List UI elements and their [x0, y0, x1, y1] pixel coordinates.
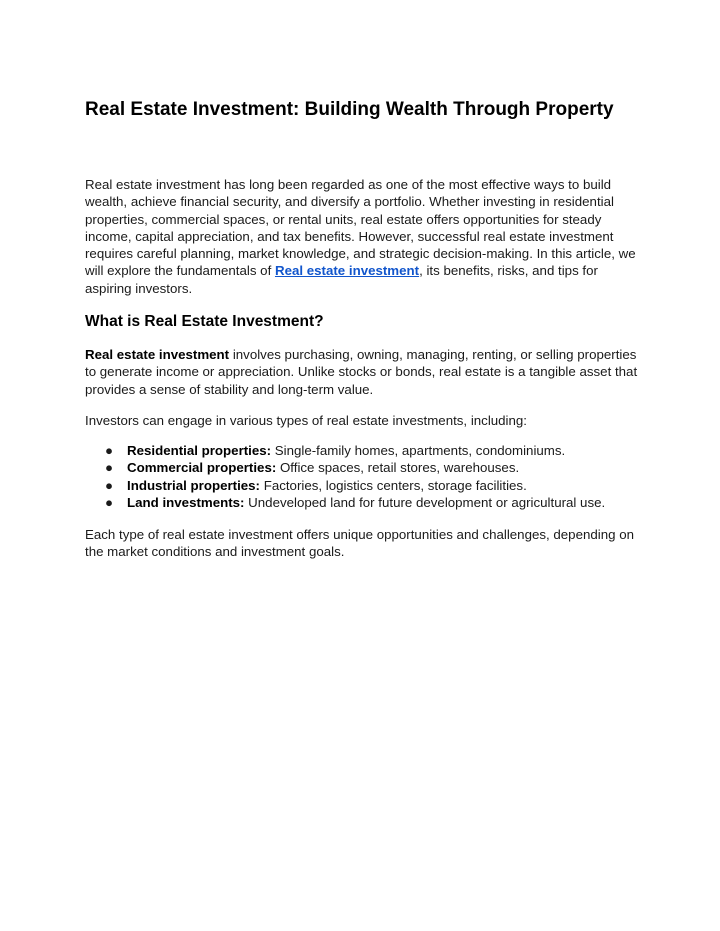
- list-item-label: Land investments:: [127, 494, 245, 510]
- list-item-land: [85, 494, 605, 511]
- list-item-text: Undeveloped land for future development or agricultural use.: [244, 494, 606, 510]
- intro-text-before-link: Real estate investment has long been regarded as one of the most effective ways to build wealth, achieve financial security, and diversify a portfolio. Whether investing in residential properties, commercial spaces, or rental units, real estate offers opportunities for steady income, capital appreciation, and tax benefits. However, successful real estate investment requires careful planning, market knowledge, and strategic decision-making. In this article, we will explore the fundamentals of: [85, 177, 636, 279]
- closing-paragraph: Each type of real estate investment offers unique opportunities and challenges, depending on the market conditions and investment goals.: [85, 527, 634, 560]
- list-item-text: Single-family homes, apartments, condominiums.: [271, 443, 566, 458]
- list-item-text: Office spaces, retail stores, warehouses.: [276, 460, 520, 476]
- bullet-icon: ●: [105, 494, 114, 510]
- list-item-residential: [85, 442, 605, 459]
- list-item-label: Commercial properties:: [127, 460, 277, 476]
- bullet-icon: ●: [105, 443, 114, 458]
- section-heading: What is Real Estate Investment?: [85, 313, 324, 330]
- bullet-icon: ●: [105, 460, 114, 476]
- bullet-icon: ●: [105, 477, 114, 493]
- investment-types-list: [85, 442, 605, 511]
- intro-paragraph: [85, 176, 645, 297]
- real-estate-investment-link[interactable]: Real estate investment: [274, 263, 420, 279]
- list-item-commercial: [85, 459, 605, 476]
- document-title: Real Estate Investment: Building Wealth Through Property: [85, 99, 614, 120]
- definition-term: Real estate investment: [85, 347, 230, 362]
- definition-text: involves purchasing, owning, managing, renting, or selling properties to generate income or appreciation. Unlike stocks or bonds, real estate is a tangible asset that provides a sense of stability and long-term value.: [85, 347, 638, 397]
- list-item-text: Factories, logistics centers, storage facilities.: [260, 477, 527, 493]
- list-item-label: Residential properties:: [127, 443, 272, 458]
- intro-text-after-link: , its benefits, risks, and tips for aspiring investors.: [85, 263, 598, 296]
- list-item-label: Industrial properties:: [127, 477, 260, 493]
- types-intro-paragraph: Investors can engage in various types of real estate investments, including:: [85, 413, 527, 428]
- list-item-industrial: [85, 477, 605, 494]
- definition-paragraph: [85, 346, 645, 398]
